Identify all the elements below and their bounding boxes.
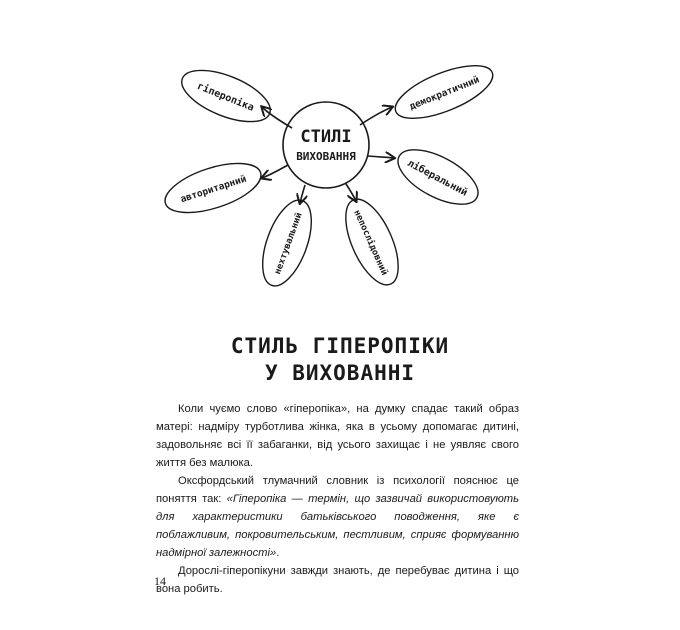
body-text: [156, 400, 519, 598]
style-label-hyperopika: гіперопіка: [195, 81, 256, 114]
paragraph-1: Коли чуємо слово «гіперопіка», на думку спадає такий образ матері: надміру турботлива жінка, яка в усьому допомагає дитині, задовольняє всі її забаганки, від усього захищає і не уявляє свого життя без малюка.: [156, 403, 519, 469]
heading-line2: У ВИХОВАННІ: [264, 361, 416, 385]
style-label-liberal: ліберальний: [405, 157, 470, 199]
center-title-line1: СТИЛІ: [300, 127, 352, 147]
paragraph-3: Дорослі-гіперопікуни завжди знають, де перебуває дитина і що вона робить.: [156, 565, 519, 595]
arrow-inconsistent: [346, 184, 356, 201]
arrow-liberal: [367, 156, 394, 158]
page-number: 14: [154, 574, 166, 588]
style-label-democratic: демократичний: [408, 74, 482, 113]
style-label-authoritarian: авторитарний: [179, 173, 248, 206]
arrow-democratic: [360, 107, 392, 125]
paragraph-2-end: .: [276, 547, 280, 559]
center-title-line2: ВИХОВАННЯ: [296, 150, 356, 163]
paragraph-2: [156, 472, 519, 562]
petal-authoritarian: [159, 154, 266, 223]
style-label-inconsistent: непослідовний: [351, 208, 390, 278]
heading-line1: СТИЛЬ ГІПЕРОПІКИ: [230, 334, 450, 358]
paragraph-2-intro: Оксфордський тлумачний словник із психології пояснює це поняття так:: [156, 475, 519, 505]
arrow-authoritarian: [262, 165, 288, 178]
petal-liberal: [390, 139, 486, 216]
petal-democratic: [389, 55, 500, 129]
center-node: [283, 102, 369, 188]
petal-hyperopika: [175, 60, 277, 132]
style-label-neglectful: нехтувальний: [273, 211, 305, 276]
petal-neglectful: [253, 194, 321, 292]
dictionary-quote: «Гіперопіка — термін, що зазвичай використовують для характеристики батьківського поводження, яке є поблажливим, покровительським, пестливим, сприяє формуванню надмірної залежності»: [156, 493, 519, 559]
section-heading: [150, 333, 530, 387]
petal-inconsistent: [335, 192, 409, 292]
